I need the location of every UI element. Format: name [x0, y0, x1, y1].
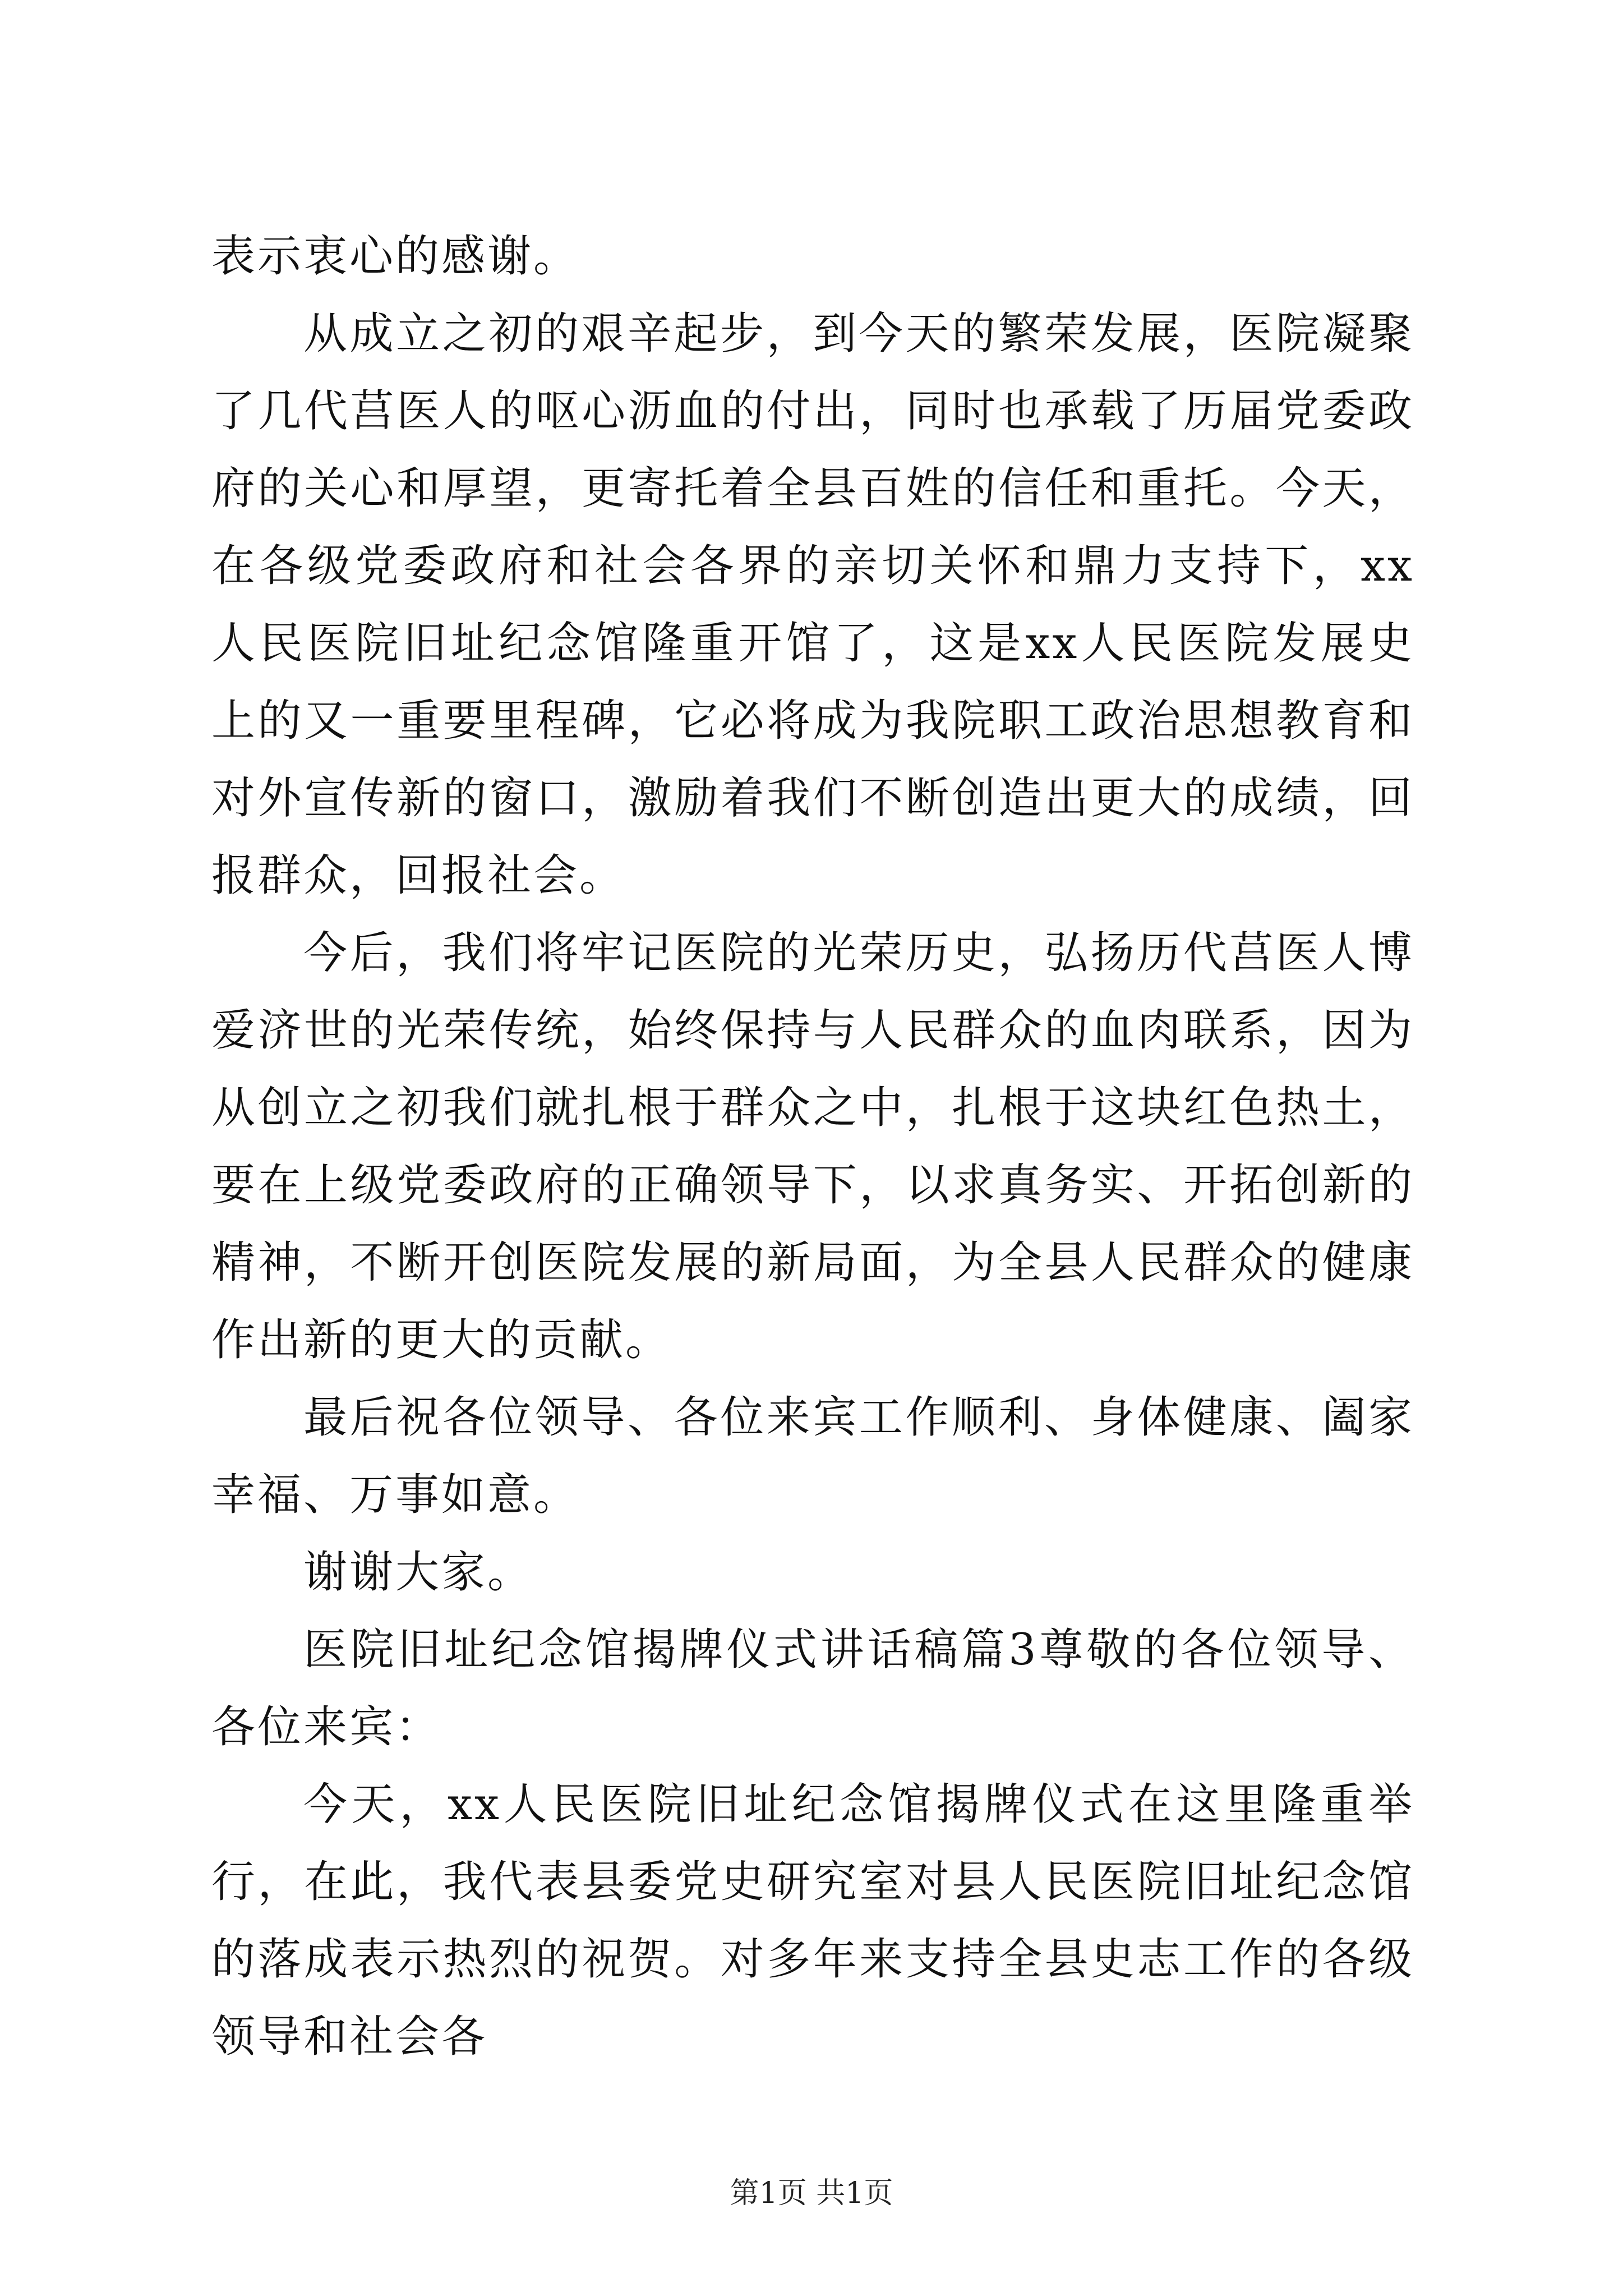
paragraph-future: 今后，我们将牢记医院的光荣历史，弘扬历代莒医人博爱济世的光荣传统，始终保持与人民群众的血肉联系，因为从创立之初我们就扎根于群众之中，扎根于这块红色热土，要在上级党委政府的正确领导下，以求真务实、开拓创新的精神，不断开创医院发展的新局面，为全县人民群众的健康作出新的更大的贡献。: [211, 928, 1414, 1365]
document-body: [211, 218, 1414, 2076]
paragraph-thanks: 谢谢大家。: [303, 1547, 534, 1598]
paragraph-continuation: 表示衷心的感谢。: [211, 231, 580, 282]
paragraph-ceremony: 今天，xx人民医院旧址纪念馆揭牌仪式在这里隆重举行，在此，我代表县委党史研究室对县人民医院旧址纪念馆的落成表示热烈的祝贺。对多年来支持全县史志工作的各级领导和社会各: [211, 1779, 1414, 2062]
paragraph-speech-heading: 医院旧址纪念馆揭牌仪式讲话稿篇3尊敬的各位领导、各位来宾：: [211, 1625, 1414, 1752]
paragraph-wishes: 最后祝各位领导、各位来宾工作顺利、身体健康、阖家幸福、万事如意。: [211, 1392, 1414, 1520]
page-number-footer: 第1页 共1页: [730, 2177, 893, 2210]
paragraph-history: 从成立之初的艰辛起步，到今天的繁荣发展，医院凝聚了几代莒医人的呕心沥血的付出，同时也承载了历届党委政府的关心和厚望，更寄托着全县百姓的信任和重托。今天，在各级党委政府和社会各界的亲切关怀和鼎力支持下，xx人民医院旧址纪念馆隆重开馆了，这是xx人民医院发展史上的又一重要里程碑，它必将成为我院职工政治思想教育和对外宣传新的窗口，激励着我们不断创造出更大的成绩，回报群众，回报社会。: [211, 309, 1414, 901]
